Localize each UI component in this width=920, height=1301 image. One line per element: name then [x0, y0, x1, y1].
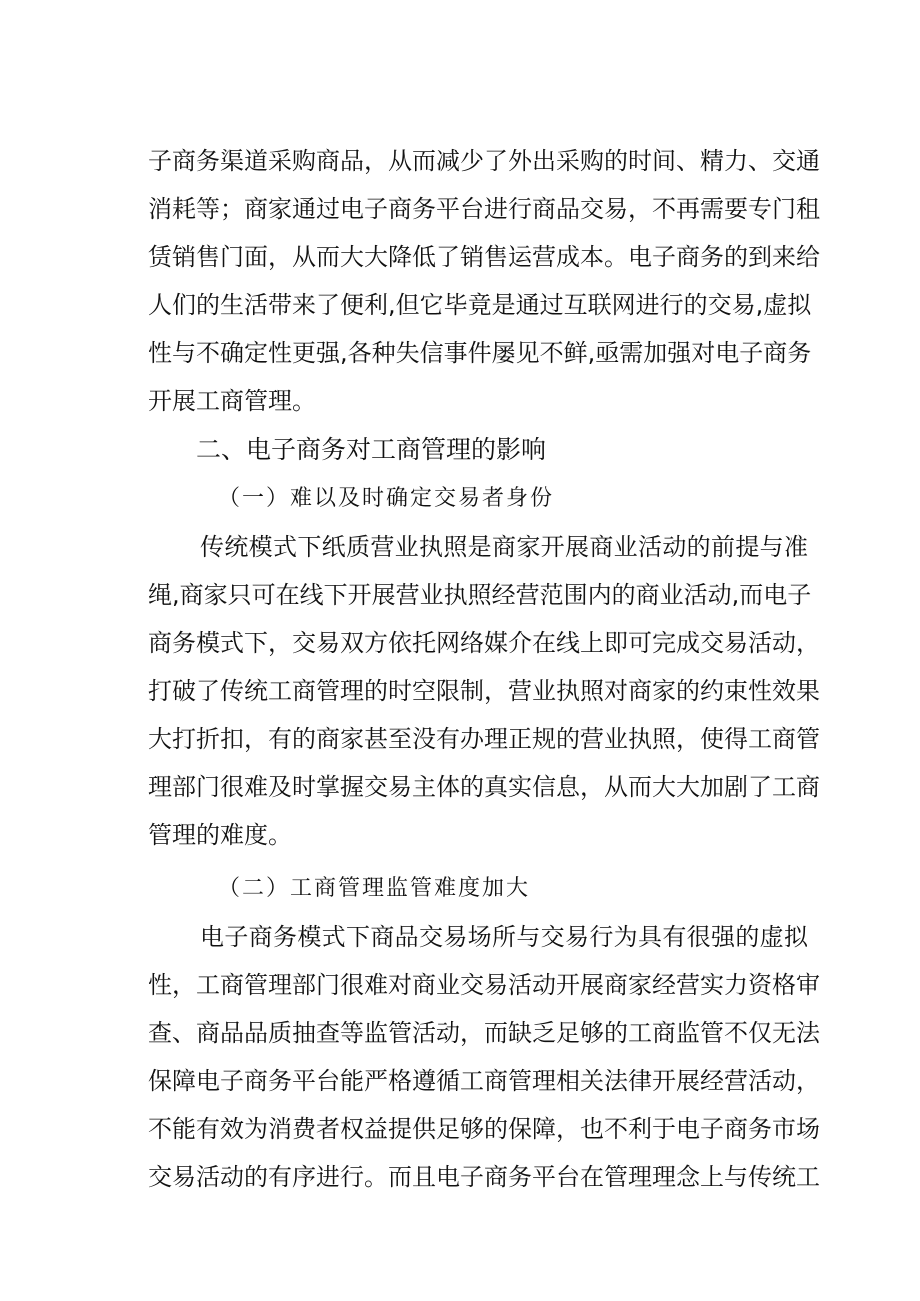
subsection-heading: （一）难以及时确定交易者身份: [218, 486, 555, 511]
paragraph-line: 大打折扣，有的商家甚至没有办理正规的营业执照，使得工商管: [148, 725, 820, 753]
paragraph-line: 打破了传统工商管理的时空限制，营业执照对商家的约束性效果: [148, 677, 820, 705]
paragraph-line: 消耗等；商家通过电子商务平台进行商品交易，不再需要专门租: [148, 195, 820, 223]
section-heading: 二、电子商务对工商管理的影响: [196, 435, 547, 464]
paragraph-line: 人们的生活带来了便利,但它毕竟是通过互联网进行的交易,虚拟: [148, 291, 812, 319]
paragraph-line: 管理的难度。: [148, 821, 292, 849]
paragraph-line: 保障电子商务平台能严格遵循工商管理相关法律开展经营活动，: [148, 1067, 820, 1095]
paragraph-2: [148, 523, 820, 859]
paragraph-line: 商务模式下，交易双方依托网络媒介在线上即可完成交易活动，: [148, 629, 820, 657]
paragraph-line: 赁销售门面，从而大大降低了销售运营成本。电子商务的到来给: [148, 243, 820, 271]
paragraph-line: 查、商品品质抽查等监管活动，而缺乏足够的工商监管不仅无法: [148, 1019, 820, 1047]
paragraph-line: 性，工商管理部门很难对商业交易活动开展商家经营实力资格审: [148, 971, 820, 999]
paragraph-line: 绳,商家只可在线下开展营业执照经营范围内的商业活动,而电子: [148, 581, 812, 609]
paragraph-line: 性与不确定性更强,各种失信事件屡见不鲜,亟需加强对电子商务: [148, 339, 812, 367]
paragraph-1: [148, 137, 820, 425]
paragraph-3: [148, 913, 820, 1201]
paragraph-line: 传统模式下纸质营业执照是商家开展商业活动的前提与准: [200, 533, 808, 561]
paragraph-line: 交易活动的有序进行。而且电子商务平台在管理理念上与传统工: [148, 1163, 820, 1191]
subsection-heading: （二）工商管理监管难度加大: [218, 876, 531, 901]
paragraph-line: 不能有效为消费者权益提供足够的保障，也不利于电子商务市场: [148, 1115, 820, 1143]
paragraph-line: 电子商务模式下商品交易场所与交易行为具有很强的虚拟: [200, 923, 808, 951]
paragraph-line: 子商务渠道采购商品，从而减少了外出采购的时间、精力、交通: [148, 147, 820, 175]
paragraph-line: 理部门很难及时掌握交易主体的真实信息，从而大大加剧了工商: [148, 773, 820, 801]
document-body: [148, 137, 820, 1201]
paragraph-line: 开展工商管理。: [148, 387, 316, 415]
